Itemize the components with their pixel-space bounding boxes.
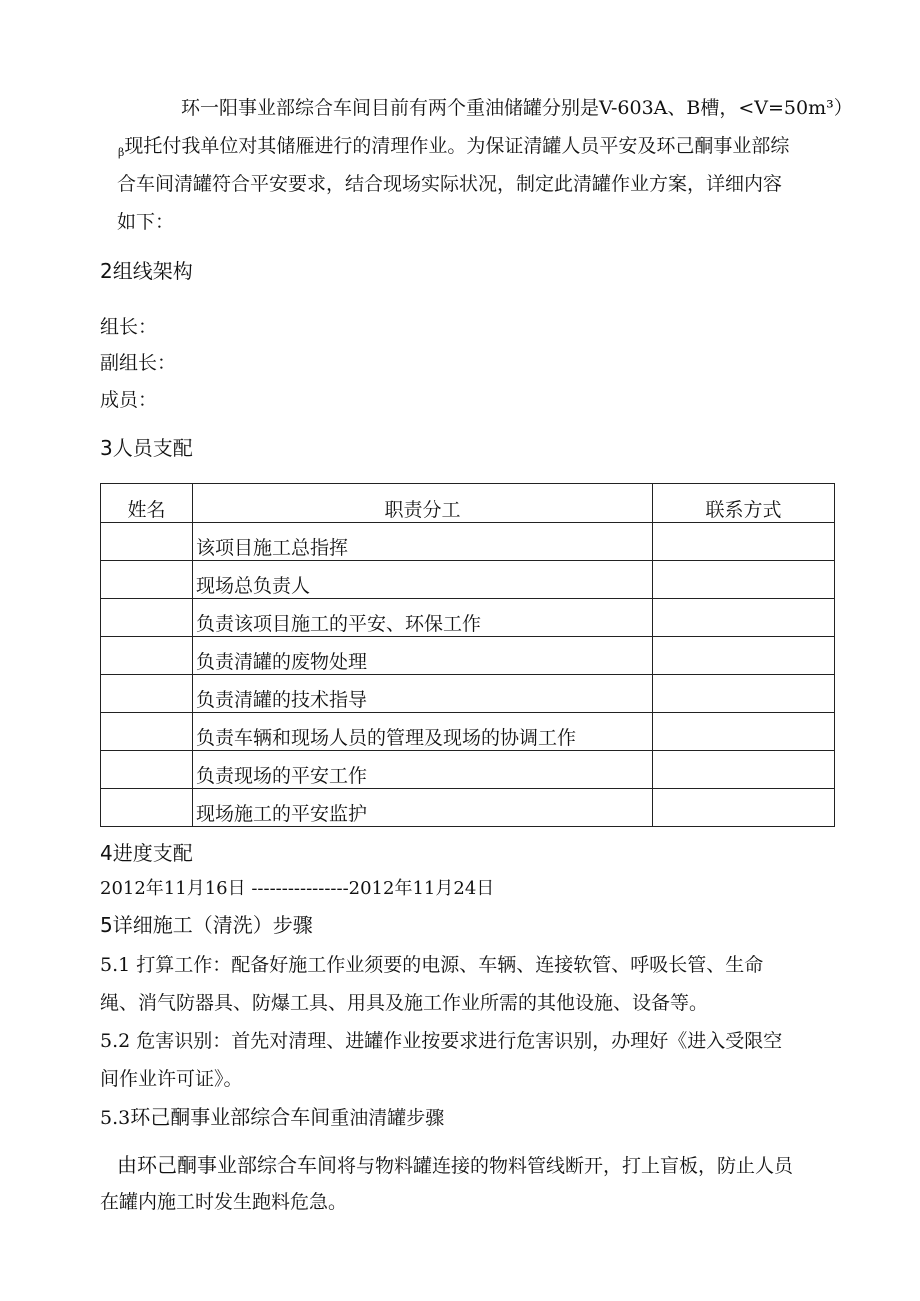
cell-name	[101, 561, 193, 599]
header-contact: 联系方式	[653, 484, 835, 523]
step-5-1-line-2: 绳、消气防器具、防爆工具、用具及施工作业所需的其他设施、设备等。	[100, 992, 709, 1014]
header-name: 姓名	[101, 484, 193, 523]
step-5-3-body-line-2: 在罐内施工时发生跑料危急。	[100, 1191, 348, 1213]
cell-contact	[653, 751, 835, 789]
table-row	[101, 713, 835, 751]
cell-name	[101, 713, 193, 751]
step-5-3-heading	[100, 1105, 444, 1130]
cell-name	[101, 751, 193, 789]
cell-duty: 负责现场的平安工作	[193, 751, 653, 789]
cell-duty: 负责清罐的技术指导	[193, 675, 653, 713]
step-5-2-line-2: 间作业许可证》。	[100, 1068, 243, 1090]
cell-name	[101, 675, 193, 713]
table-row	[101, 599, 835, 637]
step-5-3-body-dept: 由环己酮事业部综合车间	[117, 1153, 337, 1177]
cell-contact	[653, 789, 835, 827]
step-5-3-body-line-1	[117, 1153, 793, 1178]
cell-name	[101, 523, 193, 561]
step-5-1-line-1: 5.1 打算工作：配备好施工作业须要的电源、车辆、连接软管、呼吸长管、生命	[100, 954, 764, 976]
intro-line-2	[118, 134, 789, 165]
schedule-dates: 2012年11月16日 ----------------2012年11月24日	[100, 878, 495, 899]
cell-name	[101, 599, 193, 637]
cell-contact	[653, 561, 835, 599]
cell-contact	[653, 523, 835, 561]
section-3-title: 3人员支配	[100, 436, 193, 460]
intro-line-2-prefix: β	[118, 146, 125, 159]
intro-line-3: 合车间清罐符合平安要求，结合现场实际状况，制定此清罐作业方案，详细内容	[117, 173, 783, 195]
table-row	[101, 637, 835, 675]
table-row	[101, 561, 835, 599]
section-2-title: 2组线架构	[100, 259, 193, 283]
table-row	[101, 789, 835, 827]
step-5-2-line-1: 5.2 危害识别：首先对清理、进罐作业按要求进行危害识别，办理好《进入受限空	[100, 1030, 783, 1052]
table-row	[101, 523, 835, 561]
cell-contact	[653, 637, 835, 675]
table-header-row	[101, 484, 835, 523]
table-row	[101, 751, 835, 789]
cell-duty: 负责清罐的废物处理	[193, 637, 653, 675]
members-label: 成员：	[100, 389, 158, 411]
cell-name	[101, 789, 193, 827]
cell-contact	[653, 713, 835, 751]
intro-line-1: 环一阳事业部综合车间目前有两个重油储罐分别是V-603A、B槽，<V=50m³）	[181, 97, 853, 119]
intro-line-4: 如下：	[117, 211, 175, 233]
leader-label: 组长：	[100, 316, 158, 338]
header-duty: 职责分工	[193, 484, 653, 523]
step-5-3-dept: 环己酮事业部综合车间	[130, 1105, 331, 1129]
cell-duty: 现场施工的平安监护	[193, 789, 653, 827]
step-5-3-number: 5.3	[100, 1107, 131, 1129]
table-row	[101, 675, 835, 713]
section-4-title: 4进度支配	[100, 841, 193, 865]
cell-duty: 该项目施工总指挥	[193, 523, 653, 561]
cell-duty: 负责车辆和现场人员的管理及现场的协调工作	[193, 713, 653, 751]
intro-line-2-text: 现托付我单位对其储雁进行的清理作业。为保证清罐人员平安及环己酮事业部综	[124, 135, 790, 157]
step-5-3-body-text: 将与物料罐连接的物料管线断开，打上盲板，防止人员	[337, 1155, 794, 1177]
cell-name	[101, 637, 193, 675]
section-5-title: 5详细施工（清洗）步骤	[100, 913, 313, 937]
cell-duty: 现场总负责人	[193, 561, 653, 599]
cell-contact	[653, 599, 835, 637]
cell-contact	[653, 675, 835, 713]
cell-duty: 负责该项目施工的平安、环保工作	[193, 599, 653, 637]
staff-assignment-table	[100, 483, 835, 827]
deputy-leader-label: 副组长：	[100, 352, 177, 374]
step-5-3-title: 重油清罐步骤	[330, 1107, 445, 1129]
